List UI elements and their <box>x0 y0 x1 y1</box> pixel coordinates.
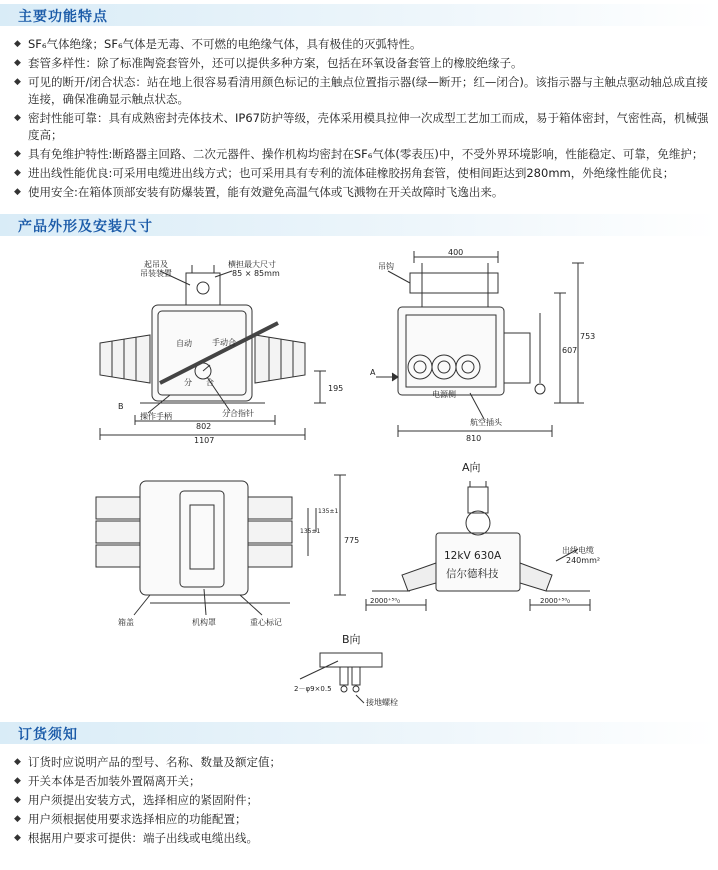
bolt-label: 接地螺栓 <box>366 698 398 707</box>
order-item: ◆ 订货时应说明产品的型号、名称、数量及额定值； <box>14 754 714 771</box>
a-label: A <box>370 368 376 377</box>
fix-label: 横担最大尺寸 <box>228 260 276 269</box>
dim-1107: 1107 <box>194 436 215 445</box>
open-label: 分 <box>184 378 192 387</box>
feature-item: ◆ 具有免维护特性:断路器主回路、二次元器件、操作机构均密封在SF₆气体(零表压)中，不受外界环境影响，性能稳定、可靠，免维护； <box>14 146 714 163</box>
cable-size: 240mm² <box>566 556 601 565</box>
handle-label: 操作手柄 <box>140 412 172 421</box>
features-section-header <box>0 4 718 26</box>
feature-item: ◆ 密封性能可靠：具有成熟密封壳体技术、IP67防护等级，壳体采用模具拉伸一次成型工艺加工而成，易于箱体密封，气密性高，机械强度高； <box>14 110 714 144</box>
view-b <box>300 653 382 703</box>
order-title: 订货须知 <box>18 727 78 743</box>
dim-135b: 135±1 <box>318 508 339 515</box>
drawing-title: 产品外形及安装尺寸 <box>18 219 153 235</box>
order-item: ◆ 用户须根据使用要求选择相应的功能配置； <box>14 811 714 828</box>
feature-item: ◆ 进出线性能优良:可采用电缆进出线方式；也可采用具有专利的流体硅橡胶拐角套管，使相间距达到280mm，外绝缘性能优良； <box>14 165 714 182</box>
top-view <box>96 475 346 615</box>
brand-text: 信尔德科技 <box>446 568 499 580</box>
order-section-header <box>0 722 718 744</box>
dim-left: 2000⁺⁵⁰₀ <box>370 597 400 605</box>
dimension-drawing <box>0 243 718 708</box>
lift-label-2: 吊装装置 <box>140 269 172 278</box>
feature-item: ◆ SF₆气体绝缘；SF₆气体是无毒、不可燃的电绝缘气体，具有极佳的灭弧特性。 <box>14 36 714 53</box>
feature-item: ◆ 套管多样性：除了标准陶瓷套管外，还可以提供多种方案，包括在环氧设备套管上的橡胶绝缘子。 <box>14 55 714 72</box>
order-list <box>14 754 714 849</box>
auto-label: 自动 <box>176 339 192 348</box>
dim-400: 400 <box>448 248 464 257</box>
rating-text: 12kV 630A <box>444 550 502 562</box>
view-b-title: B向 <box>342 633 361 646</box>
lift-label-1: 起吊及 <box>144 260 168 269</box>
dim-195: 195 <box>328 384 344 393</box>
view-a-title: A向 <box>462 461 481 474</box>
dim-775: 775 <box>344 536 360 545</box>
dim-802: 802 <box>196 422 212 431</box>
dim-right: 2000⁺⁵⁰₀ <box>540 597 570 605</box>
gravity-label: 重心标记 <box>250 618 282 627</box>
plug-label: 航空插头 <box>470 418 502 427</box>
view-a <box>366 481 590 611</box>
hook-label: 吊钩 <box>378 262 394 271</box>
order-item: ◆ 用户须提出安装方式，选择相应的紧固附件； <box>14 792 714 809</box>
indicator-label: 分合指针 <box>222 409 254 418</box>
dim-810: 810 <box>466 434 482 443</box>
cable-label: 出线电缆 <box>562 546 594 555</box>
mech-label: 机构罩 <box>192 618 216 627</box>
feature-item: ◆ 使用安全:在箱体顶部安装有防爆装置，能有效避免高温气体或飞溅物在开关故障时飞逸出来。 <box>14 184 714 201</box>
dim-753: 753 <box>580 332 596 341</box>
front-view <box>100 265 326 440</box>
side-view <box>376 251 584 437</box>
manual-label: 手动合 <box>212 338 236 347</box>
features-list <box>14 36 714 203</box>
dim-607: 607 <box>562 346 578 355</box>
order-item: ◆ 开关本体是否加装外置隔离开关； <box>14 773 714 790</box>
dim-135a: 135±1 <box>300 528 321 535</box>
order-item: ◆ 根据用户要求可提供：端子出线或电缆出线。 <box>14 830 714 847</box>
cover-label: 箱盖 <box>118 618 134 627</box>
fix-size: 85 × 85mm <box>232 269 280 278</box>
drawing-section-header <box>0 214 718 236</box>
close-label: 合 <box>206 378 214 387</box>
power-side-label: 电源侧 <box>432 390 456 399</box>
hole-label: 2－φ9×0.5 <box>294 685 332 693</box>
b-label: B <box>118 402 124 411</box>
features-title: 主要功能特点 <box>18 9 108 25</box>
feature-item: ◆ 可见的断开/闭合状态：站在地上很容易看清用颜色标记的主触点位置指示器(绿—断开；红—闭合)。该指示器与主触点驱动轴总成直接连接，确保准确显示触点状态。 <box>14 74 714 108</box>
